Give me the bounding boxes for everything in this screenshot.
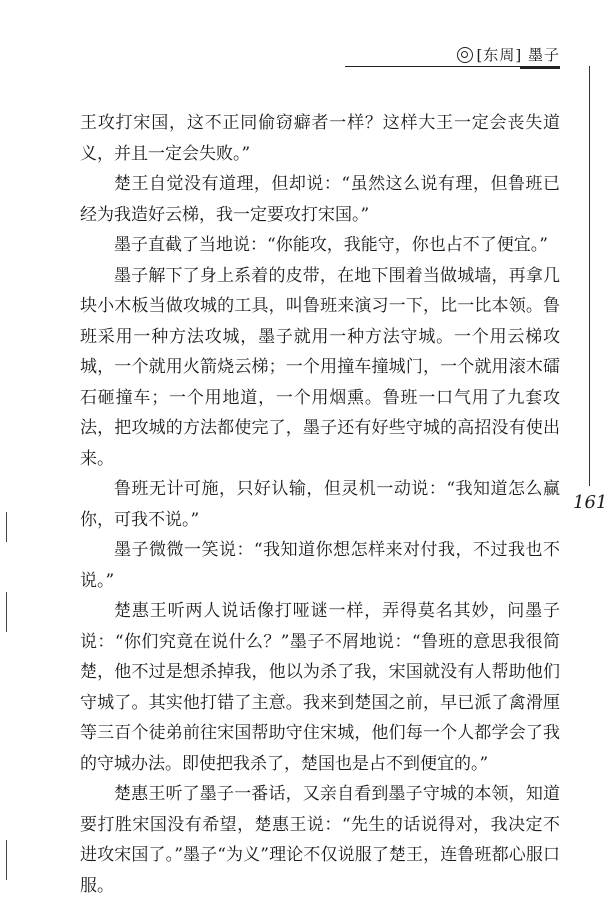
paragraph: 楚惠王听两人说话像打哑谜一样，弄得莫名其妙，问墨子说：“你们究竟在说什么？”墨子不屑地说：“鲁班的意思我很简楚，他不过是想杀掉我，他以为杀了我，宋国就没有人帮助他们守城了。其实他打错了主意。我来到楚国之前，早已派了禽滑厘等三百个徒弟前往宋国帮助守住宋城，他们每一个人都学会了我的守城办法。即使把我杀了，楚国也是占不到便宜的。” — [80, 601, 560, 774]
paragraph: 鲁班无计可施，只好认输，但灵机一动说：“我知道怎么赢你，可我不说。” — [80, 479, 560, 530]
scan-edge-mark — [6, 512, 7, 542]
paragraph: 王攻打宋国，这不正同偷窃癖者一样？这样大王一定会丧失道义，并且一定会失败。” — [80, 113, 560, 164]
header-rule-accent — [520, 66, 560, 69]
paragraph: 墨子微微一笑说：“我知道你想怎样来对付我，不过我也不说。” — [80, 540, 560, 591]
running-header — [457, 44, 560, 65]
page-number: 161 — [573, 492, 608, 513]
running-title: [东周] 墨子 — [476, 46, 560, 64]
scan-edge-mark — [6, 592, 7, 632]
margin-rule — [589, 66, 590, 486]
scan-edge-mark — [6, 840, 7, 880]
circle-ornament-icon — [457, 47, 473, 63]
paragraph: 墨子解下了身上系着的皮带，在地下围着当做城墙，再拿几块小木板当做攻城的工具，叫鲁班来演习一下，比一比本领。鲁班采用一种方法攻城，墨子就用一种方法守城。一个用云梯攻城，一个就用火箭烧云梯；一个用撞车撞城门，一个就用滚木礌石砸撞车；一个用地道，一个用烟熏。鲁班一口气用了九套攻法，把攻城的方法都使完了，墨子还有好些守城的高招没有使出来。 — [80, 265, 560, 469]
paragraph: 墨子直截了当地说：“你能攻，我能守，你也占不了便宜。” — [114, 235, 548, 255]
body-text — [80, 108, 560, 901]
paragraph: 楚王自觉没有道理，但却说：“虽然这么说有理，但鲁班已经为我造好云梯，我一定要攻打宋国。” — [80, 174, 560, 225]
paragraph: 楚惠王听了墨子一番话，又亲自看到墨子守城的本领，知道要打胜宋国没有希望，楚惠王说：“先生的话说得对，我决定不进攻宋国了。”墨子“为义”理论不仅说服了楚王，连鲁班都心服口服。 — [80, 784, 560, 896]
